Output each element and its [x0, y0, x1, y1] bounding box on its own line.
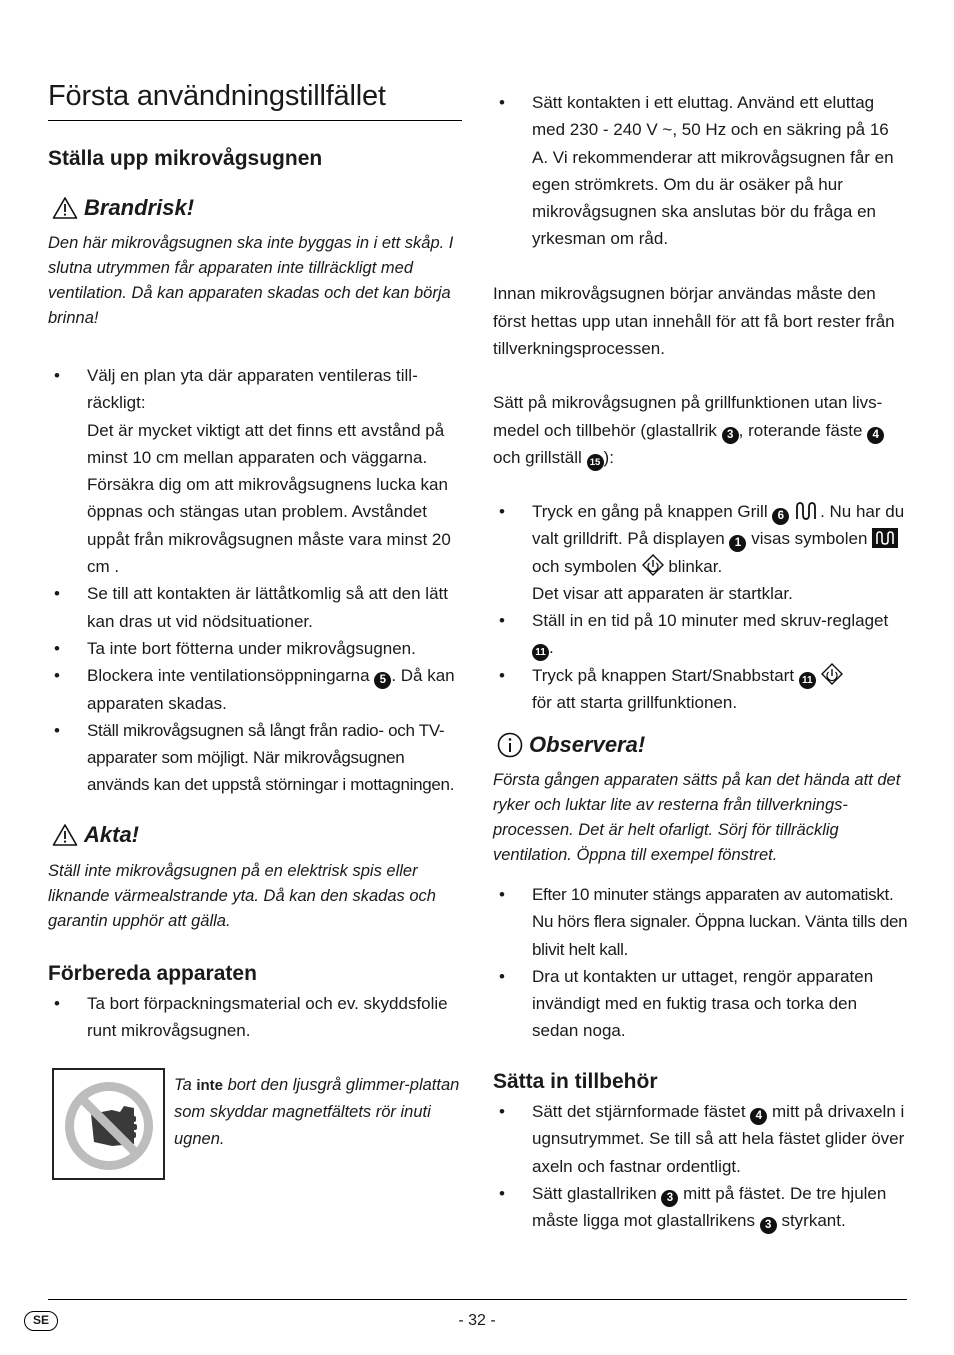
- part-number-badge: 1: [729, 535, 746, 552]
- after-list: [493, 881, 908, 1045]
- section-heading-accessories: Sätta in tillbehör: [493, 1070, 658, 1093]
- part-number-badge: 4: [867, 427, 884, 444]
- page-number: - 32 -: [458, 1312, 496, 1329]
- no-hand-image: [52, 1068, 165, 1180]
- section-heading-prepare: Förbereda apparaten: [48, 962, 257, 985]
- grill-steps-list: [493, 498, 908, 716]
- part-number-badge: 15: [587, 454, 604, 471]
- section-heading-setup: Ställa upp mikrovågsugnen: [48, 147, 323, 170]
- title-divider: [48, 120, 462, 121]
- mica-plate-note: Ta inte bort den ljusgrå glimmer-plattan som skyddar magnetfältets rör inuti ugnen.: [174, 1076, 460, 1148]
- setup-list: [48, 362, 462, 799]
- notice-title: Observera!: [529, 732, 646, 757]
- part-number-badge: 6: [772, 508, 789, 525]
- warning-caution: [52, 822, 139, 848]
- list-item: • Tryck en gång på knappen Grill 6 . Nu har du valt grilldrift. På displayen 1 visas symbolen och symbolen blinkar. Det visar att apparaten är startklar.: [493, 498, 908, 607]
- footer-divider: [48, 1299, 907, 1300]
- part-number-badge: 3: [661, 1190, 678, 1207]
- page-title: Första användningstillfället: [48, 80, 386, 112]
- language-badge: SE: [24, 1311, 58, 1331]
- warning-fire: [52, 195, 194, 221]
- warning-triangle-icon: [52, 196, 78, 220]
- list-item: • Ställ in en tid på 10 minuter med skruv-reglaget 11 .: [493, 607, 908, 662]
- prepare-list: [48, 990, 462, 1045]
- list-item: • Sätt kontakten i ett eluttag. Använd ett eluttag med 230 - 240 V ~, 50 Hz och en säkring på 16 A. Vi rekommenderar att mikrovågsugnen får en egen strömkrets. Om du är osäker på hur mikrovågsugnen ska anslutas bör du fråga en yrkesman om råd.: [493, 89, 908, 253]
- notice: [497, 732, 645, 758]
- part-number-badge: 5: [374, 672, 391, 689]
- part-number-badge: 4: [750, 1108, 767, 1125]
- list-item: • Se till att kontakten är lättåtkomlig så att den lätt kan dras ut vid nödsituationer.: [48, 580, 462, 635]
- part-number-badge: 3: [760, 1217, 777, 1234]
- list-item: • Sätt det stjärnformade fästet 4 mitt på drivaxeln i ugnsutrymmet. Se till så att hela fästet glider över axeln och fastnar ordentligt.: [493, 1098, 908, 1180]
- warning-caution-title: Akta!: [84, 822, 140, 847]
- part-number-badge: 3: [722, 427, 739, 444]
- accessories-list: [493, 1098, 908, 1234]
- list-item: • Ta inte bort fötterna under mikrovågsugnen.: [48, 635, 462, 662]
- grill-display-symbol-icon: [872, 528, 898, 548]
- no-hand-icon: [54, 1070, 163, 1178]
- list-item: • Tryck på knappen Start/Snabbstart 11 för att starta grillfunktionen.: [493, 662, 908, 717]
- start-diamond-icon: [821, 663, 843, 685]
- list-item: • Ta bort förpackningsmaterial och ev. skyddsfolie runt mikrovågsugnen.: [48, 990, 462, 1045]
- list-item: • Blockera inte ventilationsöppningarna 5 . Då kan apparaten skadas.: [48, 662, 462, 717]
- list-item: • Välj en plan yta där apparaten ventileras till-räckligt: Det är mycket viktigt att det finns ett avstånd på minst 10 cm mellan apparaten och väggarna. Försäkra dig om att mikrovågsugnens lucka kan öppnas och stängas utan problem. Avståndet uppåt från mikrovågsugnen måste vara minst 20 cm .: [48, 362, 462, 580]
- grill-wave-icon: [794, 501, 820, 521]
- warning-triangle-icon: [52, 823, 78, 847]
- start-diamond-icon: [642, 554, 664, 576]
- warning-fire-text: Den här mikrovågsugnen ska inte byggas in i ett skåp. I slutna utrymmen får apparaten inte tillräckligt med ventilation. Då kan apparaten skadas och det kan börja brinna!: [48, 234, 454, 327]
- grill-setup-paragraph: Sätt på mikrovågsugnen på grillfunktionen utan livs-medel och tillbehör (glastallrik 3 , roterande fäste 4 och grillställ 15 ):: [493, 389, 908, 472]
- warning-fire-title: Brandrisk!: [84, 195, 195, 220]
- list-item: • Efter 10 minuter stängs apparaten av automatiskt. Nu hörs flera signaler. Öppna luckan. Vänta tills den blivit helt kall.: [493, 881, 908, 963]
- list-item: • Ställ mikrovågsugnen så långt från radio- och TV-apparater som möjligt. När mikrovågsugnen används kan det uppstå störningar i mottagningen.: [48, 717, 462, 799]
- part-number-badge: 11: [799, 672, 816, 689]
- list-item: • Sätt glastallriken 3 mitt på fästet. De tre hjulen måste ligga mot glastallrikens 3 styrkant.: [493, 1180, 908, 1235]
- power-list: [493, 89, 908, 253]
- info-icon: [497, 732, 523, 758]
- notice-text: Första gången apparaten sätts på kan det hända att det ryker och luktar lite av resterna från tillverknings-processen. Det är helt ofarligt. Sörj för tillräcklig ventilation. Öppna till exempel fönstret.: [493, 771, 901, 864]
- part-number-badge: 11: [532, 644, 549, 661]
- list-item: • Dra ut kontakten ur uttaget, rengör apparaten invändigt med en fuktig trasa och torka den sedan noga.: [493, 963, 908, 1045]
- preheat-paragraph: Innan mikrovågsugnen börjar användas måste den först hettas upp utan innehåll för att få bort rester från tillverkningsprocessen.: [493, 284, 895, 358]
- warning-caution-text: Ställ inte mikrovågsugnen på en elektrisk spis eller liknande värmealstrande yta. Då kan den skadas och garantin upphör att gälla.: [48, 862, 436, 930]
